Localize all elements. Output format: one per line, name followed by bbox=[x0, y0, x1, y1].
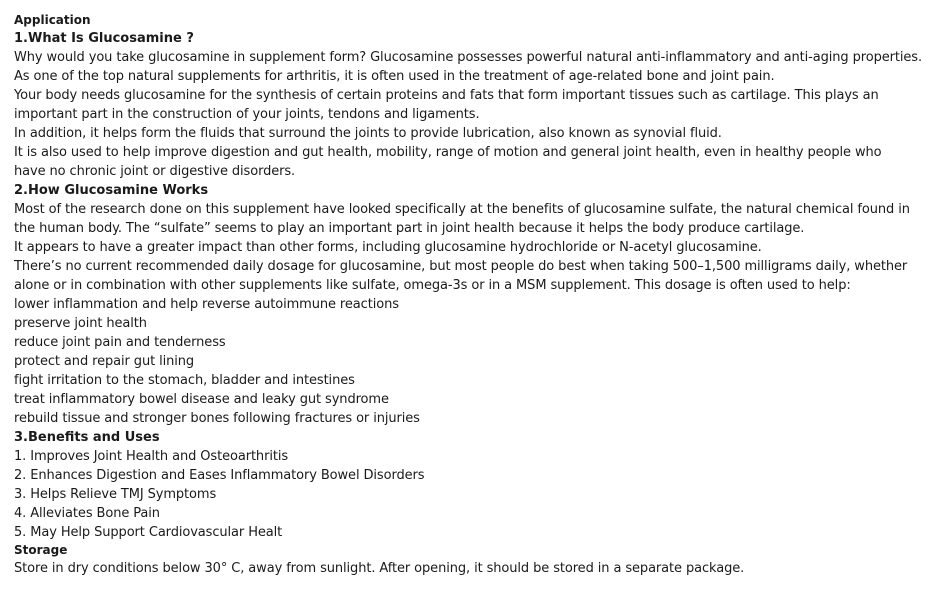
list-item: rebuild tissue and stronger bones following fractures or injuries bbox=[14, 411, 420, 426]
section-heading: 3.Benefits and Uses bbox=[14, 430, 160, 445]
paragraph: Most of the research done on this supplement have looked specifically at the benefits of glucosamine sulfate, the natural chemical found in the human body. The “sulfate” seems to play an important part in joint health because it helps the body produce cartilage. bbox=[14, 202, 910, 236]
application-heading: Application bbox=[14, 13, 91, 27]
section-what-is bbox=[14, 29, 922, 181]
section-storage bbox=[14, 542, 914, 578]
paragraph: Why would you take glucosamine in supplement form? Glucosamine possesses powerful natural anti-inflammatory and anti-aging properties. bbox=[14, 50, 922, 65]
paragraph: It is also used to help improve digestion and gut health, mobility, range of motion and general joint health, even in healthy people who have no chronic joint or digestive disorders. bbox=[14, 145, 882, 179]
list-item: 1. Improves Joint Health and Osteoarthritis bbox=[14, 449, 289, 464]
paragraph: It appears to have a greater impact than other forms, including glucosamine hydrochloride or N-acetyl glucosamine. bbox=[14, 240, 762, 255]
list-item: 2. Enhances Digestion and Eases Inflammatory Bowel Disorders bbox=[14, 468, 425, 483]
paragraph: In addition, it helps form the fluids that surround the joints to provide lubrication, also known as synovial fluid. bbox=[14, 126, 722, 141]
storage-text: Store in dry conditions below 30° C, away from sunlight. After opening, it should be stored in a separate package. bbox=[14, 561, 745, 576]
section-benefits bbox=[14, 428, 914, 542]
paragraph: As one of the top natural supplements for arthritis, it is often used in the treatment of age-related bone and joint pain. bbox=[14, 69, 775, 84]
list-item: lower inflammation and help reverse autoimmune reactions bbox=[14, 297, 399, 312]
paragraph: Your body needs glucosamine for the synthesis of certain proteins and fats that form important tissues such as cartilage. This plays an important part in the construction of your joints, tendons and ligaments. bbox=[14, 88, 879, 122]
document bbox=[14, 12, 922, 578]
list-item: 5. May Help Support Cardiovascular Healt bbox=[14, 525, 283, 540]
list-item: treat inflammatory bowel disease and leaky gut syndrome bbox=[14, 392, 389, 407]
list-item: preserve joint health bbox=[14, 316, 147, 331]
section-how-it-works bbox=[14, 181, 914, 428]
section-heading: 1.What Is Glucosamine ? bbox=[14, 31, 194, 46]
list-item: fight irritation to the stomach, bladder and intestines bbox=[14, 373, 355, 388]
list-item: 4. Alleviates Bone Pain bbox=[14, 506, 160, 521]
section-heading: 2.How Glucosamine Works bbox=[14, 183, 209, 198]
list-item: protect and repair gut lining bbox=[14, 354, 195, 369]
list-item: 3. Helps Relieve TMJ Symptoms bbox=[14, 487, 217, 502]
storage-heading: Storage bbox=[14, 543, 68, 557]
list-item: reduce joint pain and tenderness bbox=[14, 335, 226, 350]
paragraph: There’s no current recommended daily dosage for glucosamine, but most people do best when taking 500–1,500 milligrams daily, whether alone or in combination with other supplements like sulfate, omega-3s or in a MSM supplement. This dosage is often used to help: bbox=[14, 259, 908, 293]
